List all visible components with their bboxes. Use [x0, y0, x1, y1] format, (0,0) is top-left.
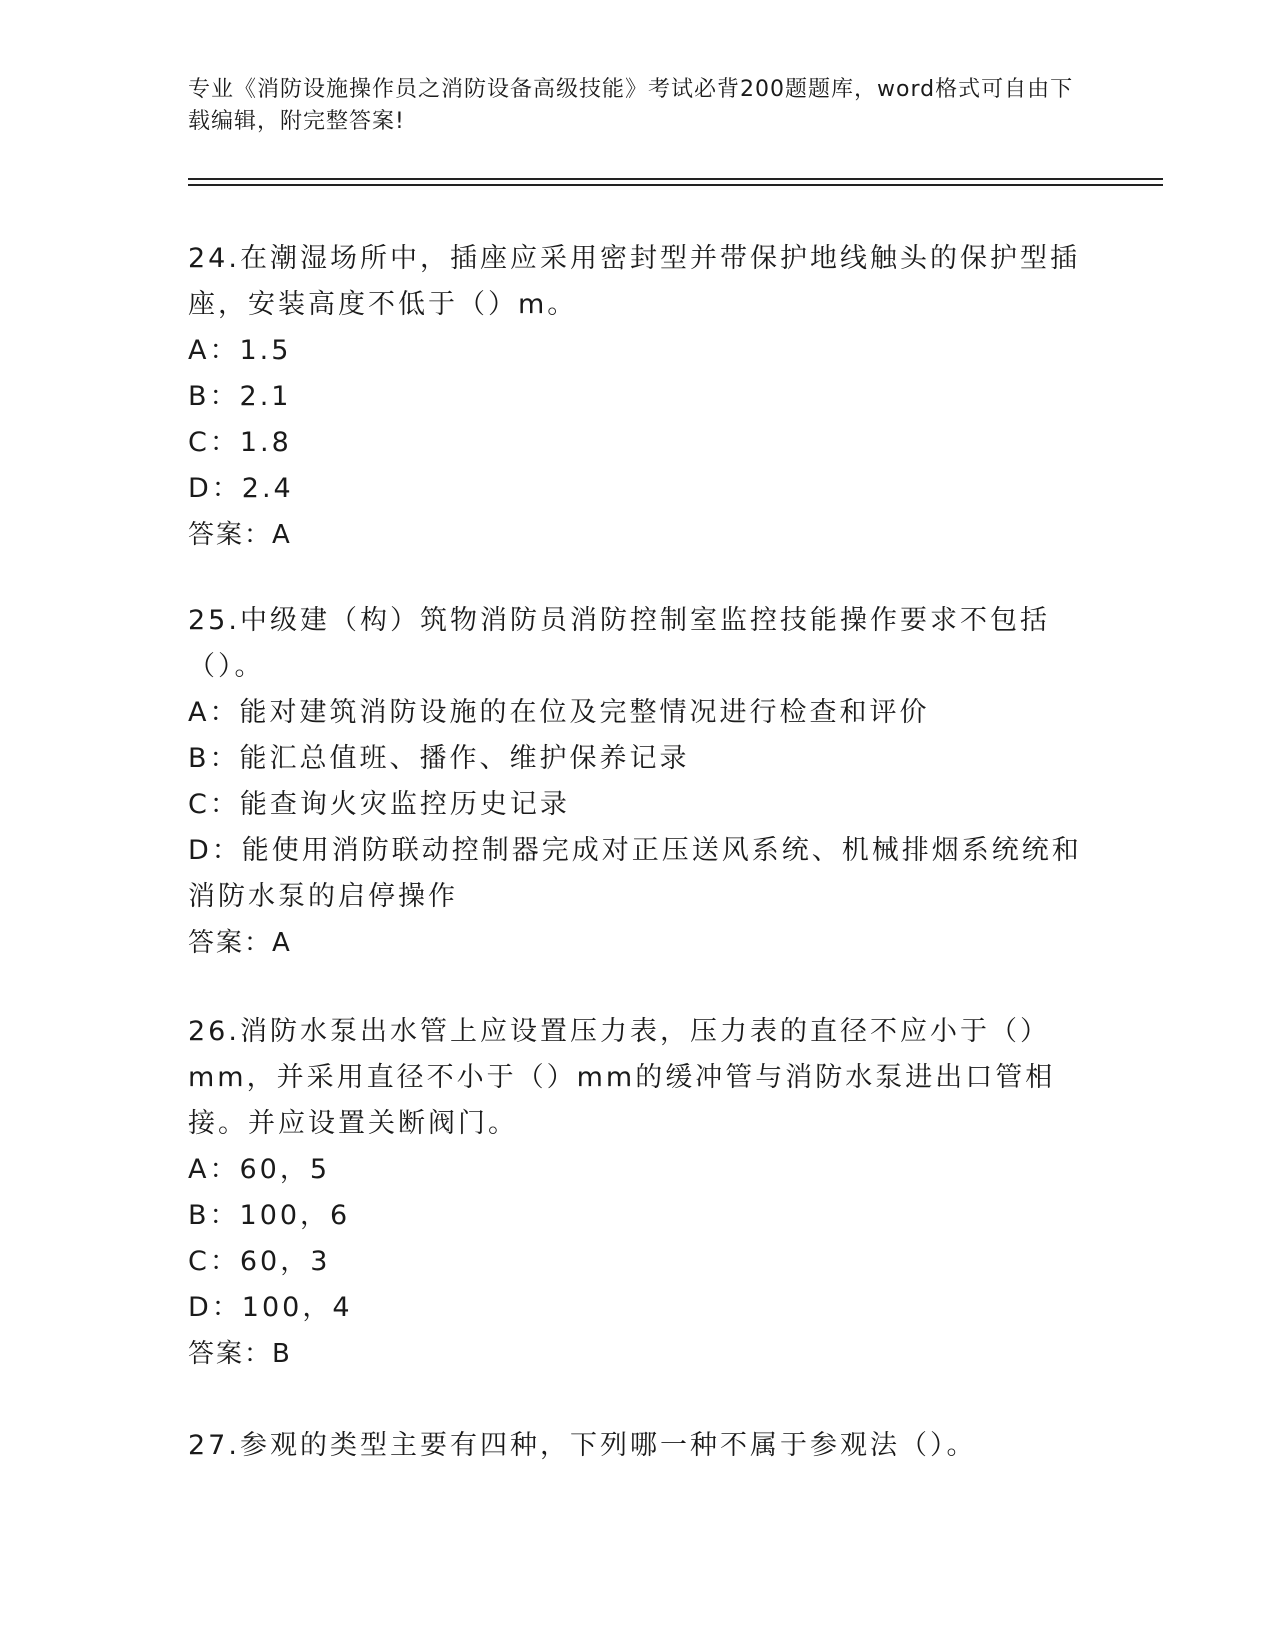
- option-d: D：100，4: [188, 1292, 353, 1323]
- option-a: A：1.5: [188, 335, 292, 366]
- header-divider-top: [188, 178, 1163, 180]
- answer-label: 答案：A: [188, 928, 292, 958]
- option-b: B：能汇总值班、播作、维护保养记录: [188, 743, 690, 774]
- option-a: A：能对建筑消防设施的在位及完整情况进行检查和评价: [188, 697, 930, 728]
- question-26: [188, 1009, 1088, 1377]
- document-header: 专业《消防设施操作员之消防设备高级技能》考试必背200题题库，word格式可自由下载编辑，附完整答案!: [188, 77, 1074, 134]
- question-stem: 25.中级建（构）筑物消防员消防控制室监控技能操作要求不包括（）。: [188, 605, 1050, 682]
- option-b: B：100，6: [188, 1200, 351, 1231]
- answer-label: 答案：A: [188, 520, 292, 550]
- option-c: C：能查询火灾监控历史记录: [188, 789, 570, 820]
- question-27: [188, 1423, 1088, 1469]
- option-c: C：1.8: [188, 427, 292, 458]
- header-divider-bottom: [188, 184, 1163, 186]
- option-c: C：60，3: [188, 1246, 331, 1277]
- option-d: D：2.4: [188, 473, 294, 504]
- question-stem: 24.在潮湿场所中，插座应采用密封型并带保护地线触头的保护型插座，安装高度不低于（）m。: [188, 243, 1080, 320]
- option-b: B：2.1: [188, 381, 292, 412]
- option-a: A：60，5: [188, 1154, 331, 1185]
- question-24: [188, 236, 1088, 558]
- answer-label: 答案：B: [188, 1339, 292, 1369]
- question-25: [188, 598, 1088, 966]
- question-stem: 26.消防水泵出水管上应设置压力表，压力表的直径不应小于（）mm，并采用直径不小于（）mm的缓冲管与消防水泵进出口管相接。并应设置关断阀门。: [188, 1016, 1056, 1139]
- question-stem: 27.参观的类型主要有四种，下列哪一种不属于参观法（）。: [188, 1430, 977, 1461]
- option-d: D：能使用消防联动控制器完成对正压送风系统、机械排烟系统统和消防水泵的启停操作: [188, 835, 1082, 912]
